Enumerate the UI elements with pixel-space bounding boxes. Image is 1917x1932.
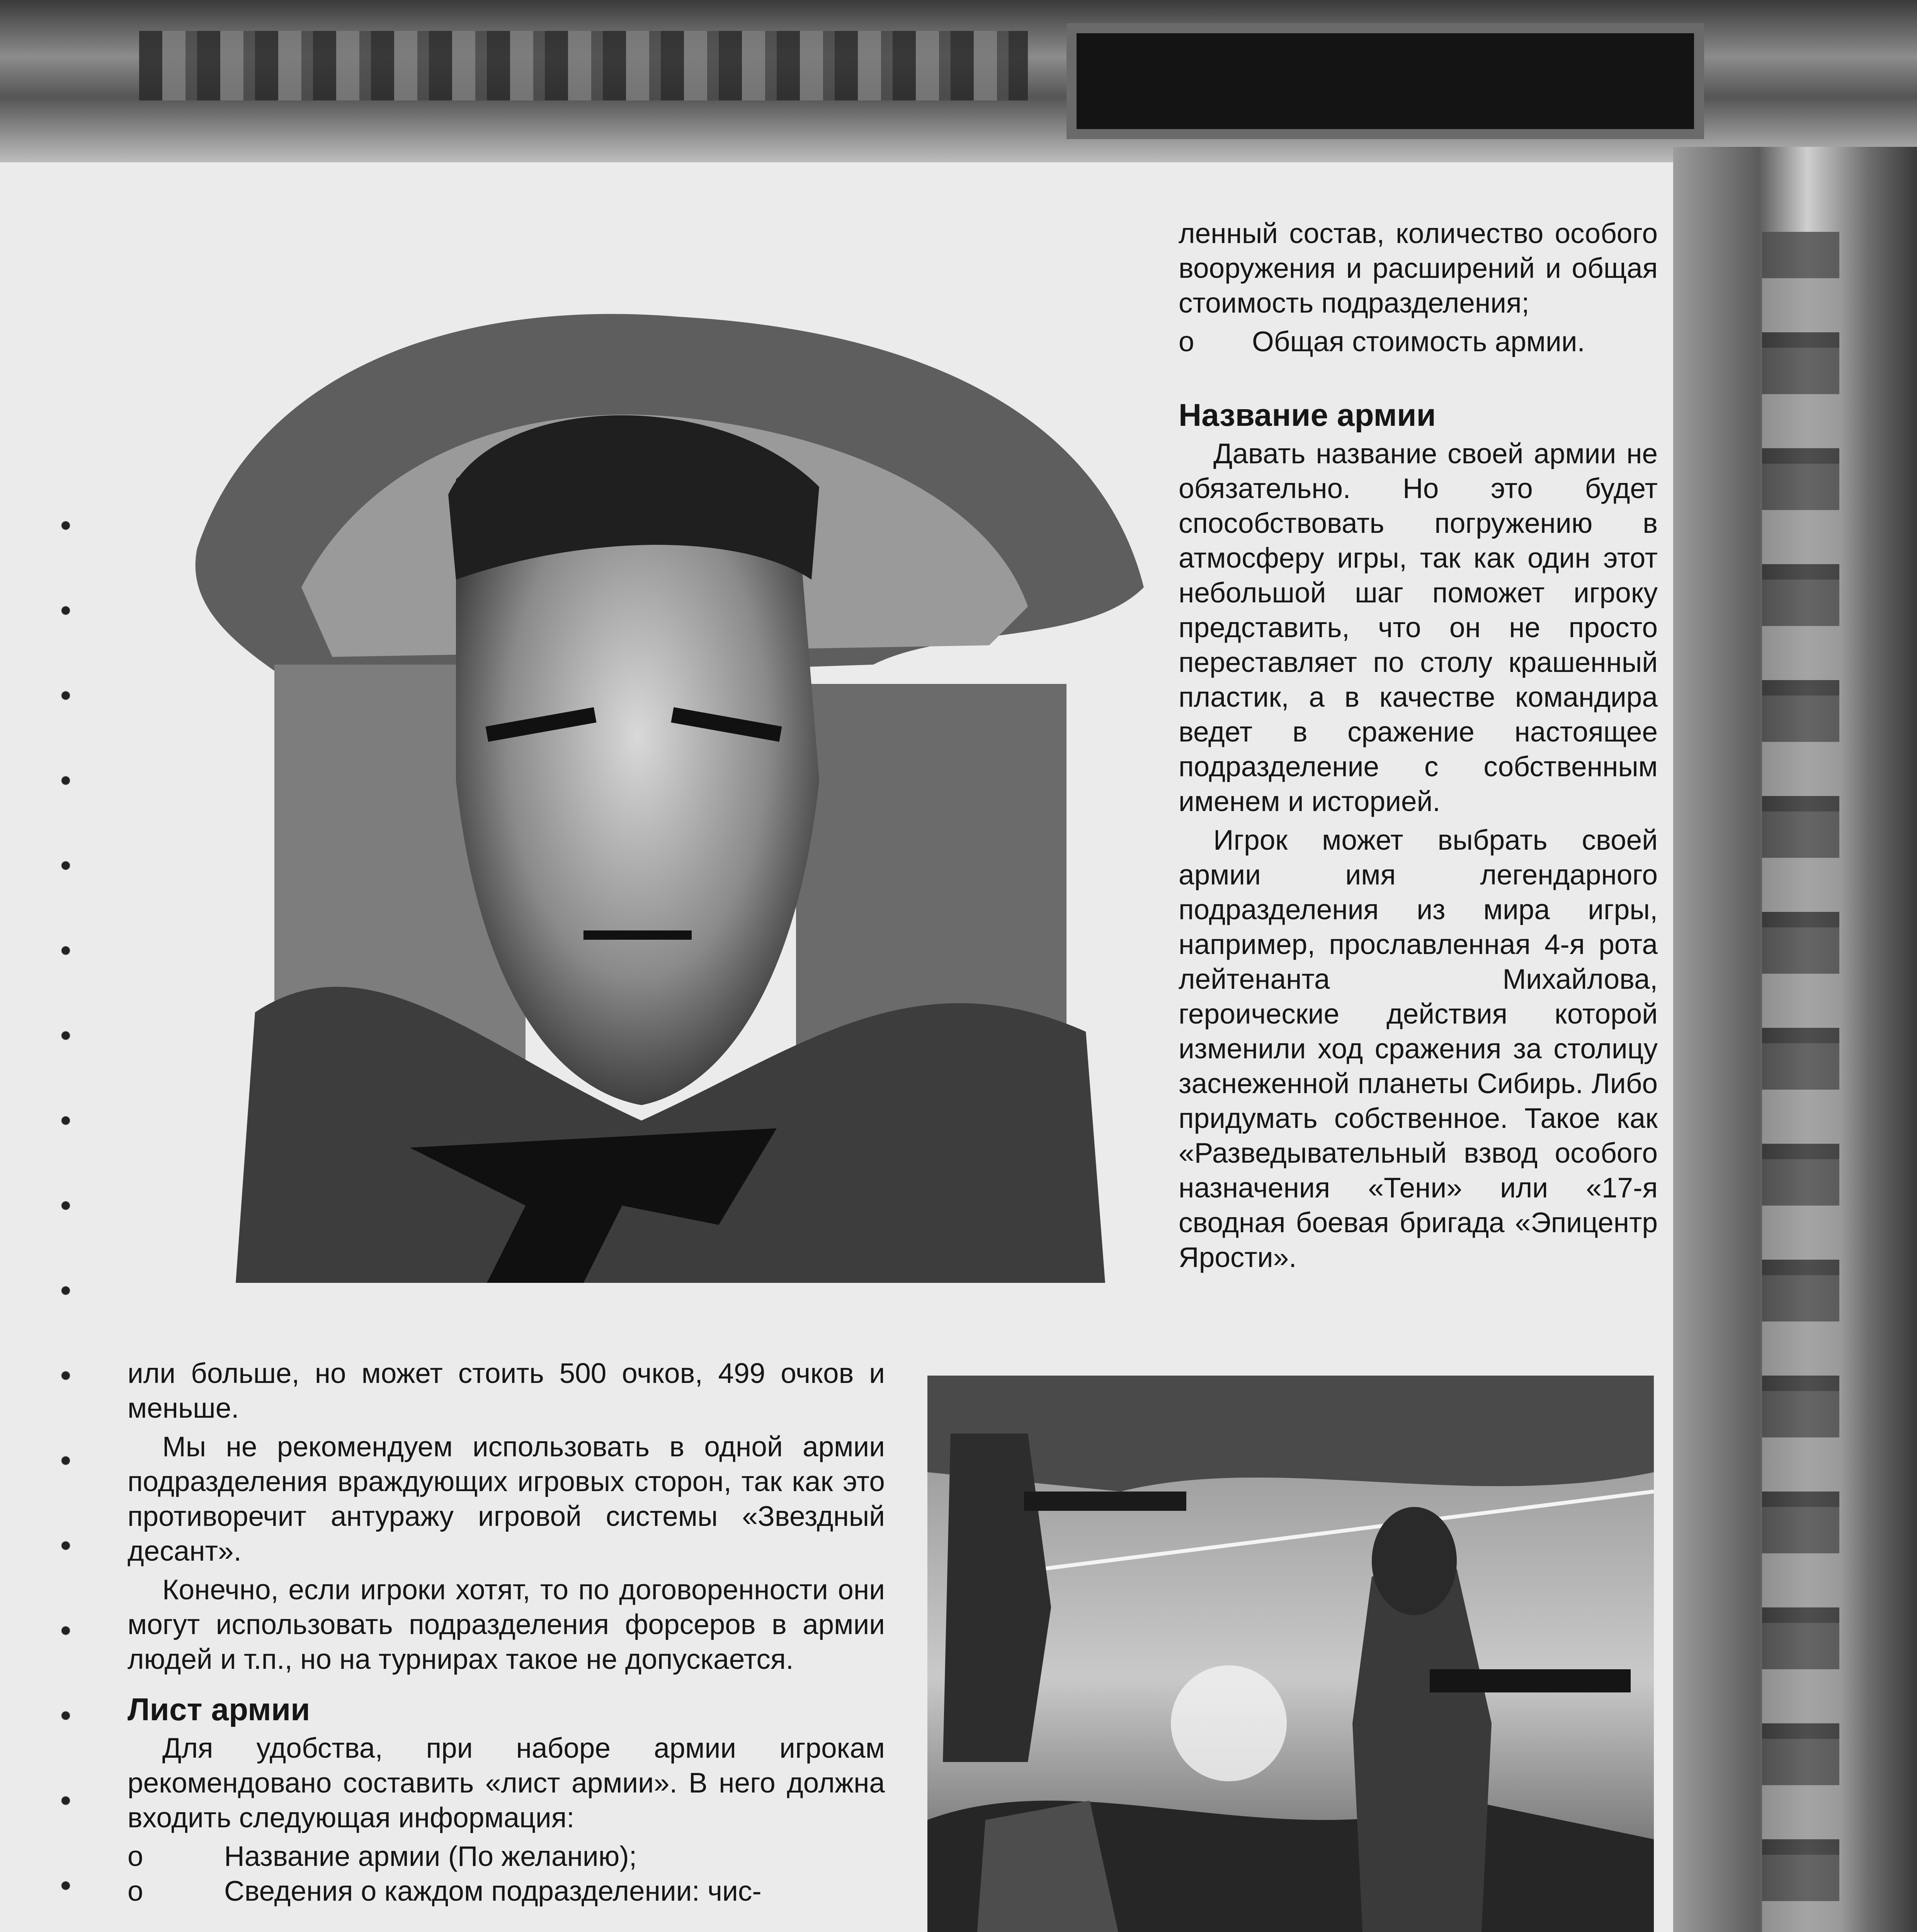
top-frame-ribbing (139, 31, 1028, 100)
left-bullet-item (128, 1839, 885, 1874)
troopers-battle-drawing (927, 1376, 1654, 1932)
left-bullet-item (128, 1874, 885, 1909)
right-text-column (1179, 216, 1658, 1279)
left-paragraph-4: Для удобства, при наборе армии игрокам рекомендовано составить «лист армии». В него должна входить следующая информация: (128, 1733, 885, 1833)
left-paragraph-1: или больше, но может стоить 500 очков, 499 очков и меньше. (128, 1358, 885, 1424)
commander-portrait-drawing (139, 201, 1182, 1314)
right-intro-text: ленный состав, количество особого вооружения и расширений и общая стоимость подразделения; (1179, 218, 1658, 319)
army-name-heading: Название армии (1179, 398, 1436, 433)
right-frame-pipe (1762, 232, 1839, 1932)
left-text-column (128, 1356, 885, 1909)
army-list-heading: Лист армии (128, 1692, 310, 1727)
top-frame-display-panel (1067, 23, 1704, 139)
left-paragraph-2: Мы не рекомендуем использовать в одной армии подразделения враждующих игровых сторон, так как это противоречит антуражу игровой системы «Звездный десант». (128, 1431, 885, 1567)
bullet-marker: о (128, 1841, 143, 1872)
troopers-battle-illustration (927, 1376, 1654, 1932)
right-bullet-item (1179, 325, 1658, 359)
bullet-marker: о (128, 1876, 143, 1907)
binding-stitch-holes (58, 483, 73, 1932)
bullet-text: Название армии (По желанию); (224, 1841, 637, 1872)
army-name-paragraph-1: Давать название своей армии не обязательно. Но это будет способствовать погружению в атмосферу игры, так как один этот небольшой шаг поможет игроку представить, что он не просто переставляет по столу крашенный пластик, а в качестве командира ведет в сражение настоящее подразделение с собственным именем и историей. (1179, 438, 1658, 817)
commander-portrait-illustration (139, 201, 1182, 1314)
army-name-paragraph-2: Игрок может выбрать своей армии имя легендарного подразделения из мира игры, например, прославленная 4-я рота лейтенанта Михайлова, героические действия которой изменили ход сражения за столицу заснеженной планеты Сибирь. Либо придумать собственное. Такое как «Разведывательный взвод особого назначения «Тени» или «17-я сводная боевая бригада «Эпицентр Ярости». (1179, 825, 1658, 1273)
bullet-text: Общая стоимость армии. (1252, 326, 1585, 357)
bullet-text: Сведения о каждом подразделении: чис- (224, 1876, 762, 1907)
bullet-marker: о (1179, 326, 1194, 357)
left-paragraph-3: Конечно, если игроки хотят, то по договоренности они могут использовать подразделения форсеров в армии людей и т.п., но на турнирах такое не допускается. (128, 1574, 885, 1675)
